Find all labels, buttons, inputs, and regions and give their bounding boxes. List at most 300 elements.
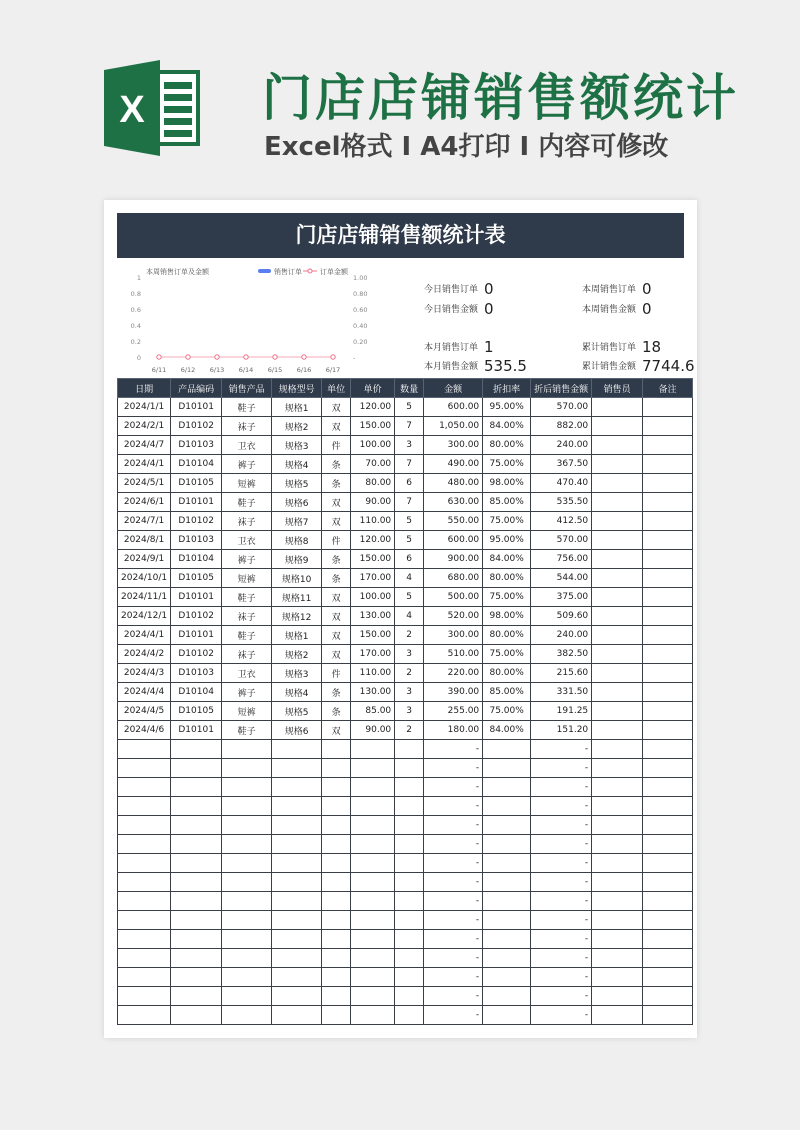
table-cell[interactable] [395, 759, 424, 778]
table-cell[interactable]: 鞋子 [222, 398, 272, 417]
table-cell[interactable]: 2024/11/1 [118, 588, 171, 607]
table-cell[interactable]: 95.00% [483, 531, 531, 550]
table-cell[interactable]: 规格1 [272, 626, 322, 645]
table-cell[interactable] [118, 873, 171, 892]
table-cell[interactable]: 470.40 [531, 474, 592, 493]
table-cell[interactable]: 75.00% [483, 512, 531, 531]
table-cell[interactable] [483, 987, 531, 1006]
table-cell[interactable] [395, 930, 424, 949]
table-cell[interactable] [118, 759, 171, 778]
table-cell[interactable] [395, 949, 424, 968]
table-cell[interactable]: 300.00 [424, 436, 483, 455]
table-cell[interactable] [272, 873, 322, 892]
table-cell[interactable] [643, 512, 693, 531]
table-cell[interactable]: 85.00% [483, 493, 531, 512]
table-cell[interactable] [272, 949, 322, 968]
table-cell[interactable]: 2024/4/6 [118, 721, 171, 740]
table-cell[interactable]: 80.00% [483, 664, 531, 683]
table-cell[interactable]: 170.00 [351, 569, 395, 588]
table-cell[interactable] [592, 702, 643, 721]
table-cell[interactable]: 条 [322, 455, 351, 474]
table-cell[interactable] [272, 911, 322, 930]
table-cell[interactable]: - [424, 740, 483, 759]
table-cell[interactable] [643, 417, 693, 436]
table-cell[interactable] [222, 968, 272, 987]
table-cell[interactable]: 150.00 [351, 626, 395, 645]
column-header[interactable]: 单价 [351, 379, 395, 398]
table-cell[interactable]: 件 [322, 531, 351, 550]
table-cell[interactable]: - [424, 1006, 483, 1025]
table-cell[interactable] [395, 854, 424, 873]
table-cell[interactable] [592, 816, 643, 835]
column-header[interactable]: 产品编码 [171, 379, 222, 398]
table-cell[interactable]: 2024/2/1 [118, 417, 171, 436]
column-header[interactable]: 日期 [118, 379, 171, 398]
table-cell[interactable] [592, 645, 643, 664]
table-cell[interactable] [351, 987, 395, 1006]
table-cell[interactable] [171, 987, 222, 1006]
table-cell[interactable]: 双 [322, 588, 351, 607]
table-cell[interactable]: 150.00 [351, 417, 395, 436]
table-cell[interactable]: 600.00 [424, 398, 483, 417]
table-cell[interactable]: 规格6 [272, 493, 322, 512]
table-cell[interactable] [118, 987, 171, 1006]
table-cell[interactable]: 2024/4/4 [118, 683, 171, 702]
table-cell[interactable] [395, 816, 424, 835]
table-cell[interactable] [592, 854, 643, 873]
table-cell[interactable]: 84.00% [483, 417, 531, 436]
table-cell[interactable]: - [424, 873, 483, 892]
table-cell[interactable] [272, 987, 322, 1006]
table-cell[interactable]: - [531, 987, 592, 1006]
table-cell[interactable]: 规格3 [272, 436, 322, 455]
table-cell[interactable]: - [424, 816, 483, 835]
table-cell[interactable] [322, 930, 351, 949]
table-cell[interactable]: 4 [395, 607, 424, 626]
table-cell[interactable]: - [531, 797, 592, 816]
table-cell[interactable]: 882.00 [531, 417, 592, 436]
table-cell[interactable] [351, 968, 395, 987]
table-cell[interactable] [351, 778, 395, 797]
table-cell[interactable]: D10104 [171, 683, 222, 702]
table-cell[interactable] [643, 911, 693, 930]
table-cell[interactable]: 规格2 [272, 417, 322, 436]
table-cell[interactable]: 390.00 [424, 683, 483, 702]
table-cell[interactable]: 袜子 [222, 512, 272, 531]
table-cell[interactable] [592, 493, 643, 512]
table-cell[interactable]: 110.00 [351, 512, 395, 531]
table-cell[interactable] [118, 930, 171, 949]
table-cell[interactable] [643, 398, 693, 417]
table-cell[interactable] [222, 816, 272, 835]
table-cell[interactable]: 双 [322, 607, 351, 626]
table-cell[interactable]: 双 [322, 493, 351, 512]
table-cell[interactable]: - [424, 778, 483, 797]
table-cell[interactable] [483, 740, 531, 759]
table-cell[interactable]: D10102 [171, 645, 222, 664]
table-cell[interactable]: - [531, 759, 592, 778]
table-cell[interactable]: D10104 [171, 455, 222, 474]
table-cell[interactable]: 袜子 [222, 607, 272, 626]
table-cell[interactable] [395, 778, 424, 797]
table-cell[interactable]: 2024/4/1 [118, 455, 171, 474]
table-cell[interactable]: D10101 [171, 493, 222, 512]
table-cell[interactable]: 规格6 [272, 721, 322, 740]
table-cell[interactable]: D10104 [171, 550, 222, 569]
table-cell[interactable]: 331.50 [531, 683, 592, 702]
table-cell[interactable]: 件 [322, 436, 351, 455]
table-cell[interactable]: D10102 [171, 607, 222, 626]
table-cell[interactable]: 95.00% [483, 398, 531, 417]
table-cell[interactable]: 3 [395, 645, 424, 664]
table-cell[interactable] [118, 816, 171, 835]
table-cell[interactable] [272, 930, 322, 949]
table-cell[interactable] [322, 968, 351, 987]
table-cell[interactable]: - [531, 778, 592, 797]
table-cell[interactable]: 短裤 [222, 569, 272, 588]
table-cell[interactable] [222, 987, 272, 1006]
table-cell[interactable]: 短裤 [222, 702, 272, 721]
table-cell[interactable]: 535.50 [531, 493, 592, 512]
table-cell[interactable]: - [424, 854, 483, 873]
table-cell[interactable]: 6 [395, 474, 424, 493]
table-cell[interactable] [643, 721, 693, 740]
table-cell[interactable]: 2024/4/3 [118, 664, 171, 683]
table-cell[interactable]: 170.00 [351, 645, 395, 664]
table-cell[interactable] [643, 493, 693, 512]
table-cell[interactable]: 84.00% [483, 721, 531, 740]
table-cell[interactable] [272, 816, 322, 835]
table-cell[interactable]: 3 [395, 436, 424, 455]
table-cell[interactable]: 2 [395, 664, 424, 683]
table-cell[interactable] [592, 911, 643, 930]
table-cell[interactable]: 鞋子 [222, 588, 272, 607]
table-cell[interactable]: 80.00% [483, 569, 531, 588]
table-cell[interactable] [351, 816, 395, 835]
table-cell[interactable]: 756.00 [531, 550, 592, 569]
table-cell[interactable]: 240.00 [531, 436, 592, 455]
table-cell[interactable] [272, 968, 322, 987]
table-cell[interactable]: 70.00 [351, 455, 395, 474]
table-cell[interactable] [592, 797, 643, 816]
table-cell[interactable]: 规格8 [272, 531, 322, 550]
table-cell[interactable]: 544.00 [531, 569, 592, 588]
table-cell[interactable]: 2024/4/1 [118, 626, 171, 645]
table-cell[interactable]: 2024/7/1 [118, 512, 171, 531]
table-cell[interactable] [222, 930, 272, 949]
table-cell[interactable]: 2 [395, 721, 424, 740]
table-cell[interactable] [643, 607, 693, 626]
table-cell[interactable]: - [424, 759, 483, 778]
table-cell[interactable] [643, 569, 693, 588]
table-cell[interactable]: 367.50 [531, 455, 592, 474]
table-cell[interactable]: 双 [322, 721, 351, 740]
table-cell[interactable]: 7 [395, 455, 424, 474]
table-cell[interactable]: D10105 [171, 702, 222, 721]
table-cell[interactable] [222, 892, 272, 911]
table-cell[interactable] [483, 949, 531, 968]
table-cell[interactable] [643, 645, 693, 664]
table-cell[interactable]: 卫衣 [222, 664, 272, 683]
table-cell[interactable]: 191.25 [531, 702, 592, 721]
table-cell[interactable]: 220.00 [424, 664, 483, 683]
table-cell[interactable]: - [531, 873, 592, 892]
table-cell[interactable] [322, 949, 351, 968]
column-header[interactable]: 金额 [424, 379, 483, 398]
table-cell[interactable]: 鞋子 [222, 493, 272, 512]
table-cell[interactable]: - [424, 892, 483, 911]
table-cell[interactable]: - [531, 835, 592, 854]
table-cell[interactable] [351, 740, 395, 759]
table-cell[interactable] [483, 797, 531, 816]
table-cell[interactable] [351, 835, 395, 854]
table-cell[interactable]: 130.00 [351, 607, 395, 626]
table-cell[interactable]: 2024/10/1 [118, 569, 171, 588]
table-cell[interactable]: 规格5 [272, 474, 322, 493]
table-cell[interactable] [272, 778, 322, 797]
table-cell[interactable]: D10103 [171, 436, 222, 455]
table-cell[interactable]: 2024/8/1 [118, 531, 171, 550]
table-cell[interactable]: 袜子 [222, 645, 272, 664]
table-cell[interactable] [643, 873, 693, 892]
table-cell[interactable] [118, 968, 171, 987]
table-cell[interactable] [395, 892, 424, 911]
table-cell[interactable]: 件 [322, 664, 351, 683]
table-cell[interactable] [592, 417, 643, 436]
table-cell[interactable] [643, 626, 693, 645]
table-cell[interactable] [592, 398, 643, 417]
table-cell[interactable]: 550.00 [424, 512, 483, 531]
table-cell[interactable]: 480.00 [424, 474, 483, 493]
column-header[interactable]: 销售产品 [222, 379, 272, 398]
table-cell[interactable]: D10105 [171, 569, 222, 588]
table-cell[interactable]: 2024/4/5 [118, 702, 171, 721]
table-cell[interactable]: 双 [322, 626, 351, 645]
table-cell[interactable]: 84.00% [483, 550, 531, 569]
table-cell[interactable] [643, 816, 693, 835]
table-cell[interactable]: - [531, 816, 592, 835]
table-cell[interactable]: D10103 [171, 531, 222, 550]
table-cell[interactable] [643, 797, 693, 816]
table-cell[interactable] [483, 1006, 531, 1025]
table-cell[interactable]: D10101 [171, 721, 222, 740]
table-cell[interactable] [592, 550, 643, 569]
table-cell[interactable]: 900.00 [424, 550, 483, 569]
table-cell[interactable] [272, 1006, 322, 1025]
table-cell[interactable]: 215.60 [531, 664, 592, 683]
table-cell[interactable] [351, 930, 395, 949]
table-cell[interactable]: 7 [395, 493, 424, 512]
table-cell[interactable]: 75.00% [483, 645, 531, 664]
table-cell[interactable] [643, 1006, 693, 1025]
table-cell[interactable] [171, 816, 222, 835]
table-cell[interactable] [351, 1006, 395, 1025]
table-cell[interactable]: - [531, 740, 592, 759]
table-cell[interactable] [395, 797, 424, 816]
table-cell[interactable] [592, 873, 643, 892]
table-cell[interactable] [322, 911, 351, 930]
table-cell[interactable] [322, 854, 351, 873]
table-cell[interactable] [643, 987, 693, 1006]
table-cell[interactable] [643, 531, 693, 550]
table-cell[interactable] [643, 949, 693, 968]
table-cell[interactable] [272, 892, 322, 911]
table-cell[interactable]: 5 [395, 512, 424, 531]
table-cell[interactable] [643, 759, 693, 778]
table-cell[interactable] [222, 949, 272, 968]
table-cell[interactable]: 3 [395, 702, 424, 721]
table-cell[interactable]: 条 [322, 550, 351, 569]
table-cell[interactable]: 510.00 [424, 645, 483, 664]
table-cell[interactable]: 规格10 [272, 569, 322, 588]
table-cell[interactable] [395, 968, 424, 987]
column-header[interactable]: 数量 [395, 379, 424, 398]
table-cell[interactable] [643, 436, 693, 455]
table-cell[interactable]: 520.00 [424, 607, 483, 626]
table-cell[interactable] [483, 873, 531, 892]
table-cell[interactable] [483, 816, 531, 835]
table-cell[interactable] [592, 987, 643, 1006]
table-cell[interactable] [171, 740, 222, 759]
table-cell[interactable] [171, 949, 222, 968]
table-cell[interactable] [643, 683, 693, 702]
table-cell[interactable] [395, 873, 424, 892]
column-header[interactable]: 折后销售金额 [531, 379, 592, 398]
table-cell[interactable]: 490.00 [424, 455, 483, 474]
table-cell[interactable] [118, 911, 171, 930]
table-cell[interactable]: 255.00 [424, 702, 483, 721]
table-cell[interactable] [322, 987, 351, 1006]
table-cell[interactable]: 双 [322, 417, 351, 436]
table-cell[interactable] [322, 797, 351, 816]
table-cell[interactable] [592, 588, 643, 607]
table-cell[interactable] [171, 892, 222, 911]
table-cell[interactable] [592, 607, 643, 626]
table-cell[interactable]: 500.00 [424, 588, 483, 607]
table-cell[interactable] [222, 778, 272, 797]
table-cell[interactable] [592, 1006, 643, 1025]
table-cell[interactable] [351, 854, 395, 873]
table-cell[interactable] [118, 854, 171, 873]
table-cell[interactable]: 120.00 [351, 531, 395, 550]
table-cell[interactable]: 5 [395, 588, 424, 607]
table-cell[interactable]: 规格12 [272, 607, 322, 626]
table-cell[interactable]: 2024/1/1 [118, 398, 171, 417]
table-cell[interactable]: - [531, 911, 592, 930]
column-header[interactable]: 备注 [643, 379, 693, 398]
table-cell[interactable] [592, 778, 643, 797]
table-cell[interactable]: 规格4 [272, 683, 322, 702]
table-cell[interactable] [272, 835, 322, 854]
table-cell[interactable]: 双 [322, 398, 351, 417]
table-cell[interactable]: 412.50 [531, 512, 592, 531]
table-cell[interactable]: - [531, 854, 592, 873]
table-cell[interactable] [222, 740, 272, 759]
table-cell[interactable]: 双 [322, 645, 351, 664]
table-cell[interactable] [643, 854, 693, 873]
table-cell[interactable]: 1,050.00 [424, 417, 483, 436]
table-cell[interactable] [171, 873, 222, 892]
table-cell[interactable] [322, 835, 351, 854]
table-cell[interactable] [592, 474, 643, 493]
table-cell[interactable] [322, 1006, 351, 1025]
table-cell[interactable]: 85.00 [351, 702, 395, 721]
table-cell[interactable]: - [531, 968, 592, 987]
table-cell[interactable] [118, 797, 171, 816]
table-cell[interactable] [272, 854, 322, 873]
table-cell[interactable] [222, 797, 272, 816]
table-cell[interactable] [395, 911, 424, 930]
table-cell[interactable]: 规格11 [272, 588, 322, 607]
table-cell[interactable] [592, 664, 643, 683]
column-header[interactable]: 销售员 [592, 379, 643, 398]
table-cell[interactable]: 680.00 [424, 569, 483, 588]
table-cell[interactable] [643, 702, 693, 721]
table-cell[interactable]: 规格3 [272, 664, 322, 683]
table-cell[interactable] [592, 930, 643, 949]
table-cell[interactable] [222, 911, 272, 930]
table-cell[interactable]: 2024/12/1 [118, 607, 171, 626]
table-cell[interactable] [643, 892, 693, 911]
table-cell[interactable]: 双 [322, 512, 351, 531]
table-cell[interactable]: 规格2 [272, 645, 322, 664]
table-cell[interactable] [483, 854, 531, 873]
table-cell[interactable]: 375.00 [531, 588, 592, 607]
table-cell[interactable]: 条 [322, 702, 351, 721]
table-cell[interactable] [643, 455, 693, 474]
table-cell[interactable]: 2024/6/1 [118, 493, 171, 512]
table-cell[interactable] [171, 759, 222, 778]
table-cell[interactable]: 2024/4/7 [118, 436, 171, 455]
table-cell[interactable]: D10101 [171, 626, 222, 645]
table-cell[interactable] [643, 550, 693, 569]
table-cell[interactable]: 规格4 [272, 455, 322, 474]
table-cell[interactable] [395, 1006, 424, 1025]
table-cell[interactable]: - [424, 987, 483, 1006]
table-cell[interactable]: 2024/9/1 [118, 550, 171, 569]
table-cell[interactable] [322, 759, 351, 778]
table-cell[interactable] [592, 569, 643, 588]
table-cell[interactable]: 规格5 [272, 702, 322, 721]
table-cell[interactable]: - [424, 949, 483, 968]
table-cell[interactable] [171, 797, 222, 816]
table-cell[interactable] [222, 835, 272, 854]
table-cell[interactable] [483, 911, 531, 930]
table-cell[interactable]: 规格1 [272, 398, 322, 417]
table-cell[interactable] [643, 968, 693, 987]
table-cell[interactable] [351, 911, 395, 930]
table-cell[interactable]: 卫衣 [222, 436, 272, 455]
table-cell[interactable]: - [531, 1006, 592, 1025]
table-cell[interactable] [222, 1006, 272, 1025]
table-cell[interactable] [592, 721, 643, 740]
table-cell[interactable]: 130.00 [351, 683, 395, 702]
table-cell[interactable] [643, 588, 693, 607]
table-cell[interactable] [592, 512, 643, 531]
table-cell[interactable]: 100.00 [351, 436, 395, 455]
table-cell[interactable]: 鞋子 [222, 626, 272, 645]
table-cell[interactable] [118, 892, 171, 911]
table-cell[interactable] [118, 835, 171, 854]
table-cell[interactable] [483, 759, 531, 778]
table-cell[interactable]: D10105 [171, 474, 222, 493]
table-cell[interactable]: 规格9 [272, 550, 322, 569]
table-cell[interactable] [351, 892, 395, 911]
table-cell[interactable] [643, 740, 693, 759]
table-cell[interactable] [351, 949, 395, 968]
table-cell[interactable]: 裤子 [222, 550, 272, 569]
table-cell[interactable] [643, 474, 693, 493]
